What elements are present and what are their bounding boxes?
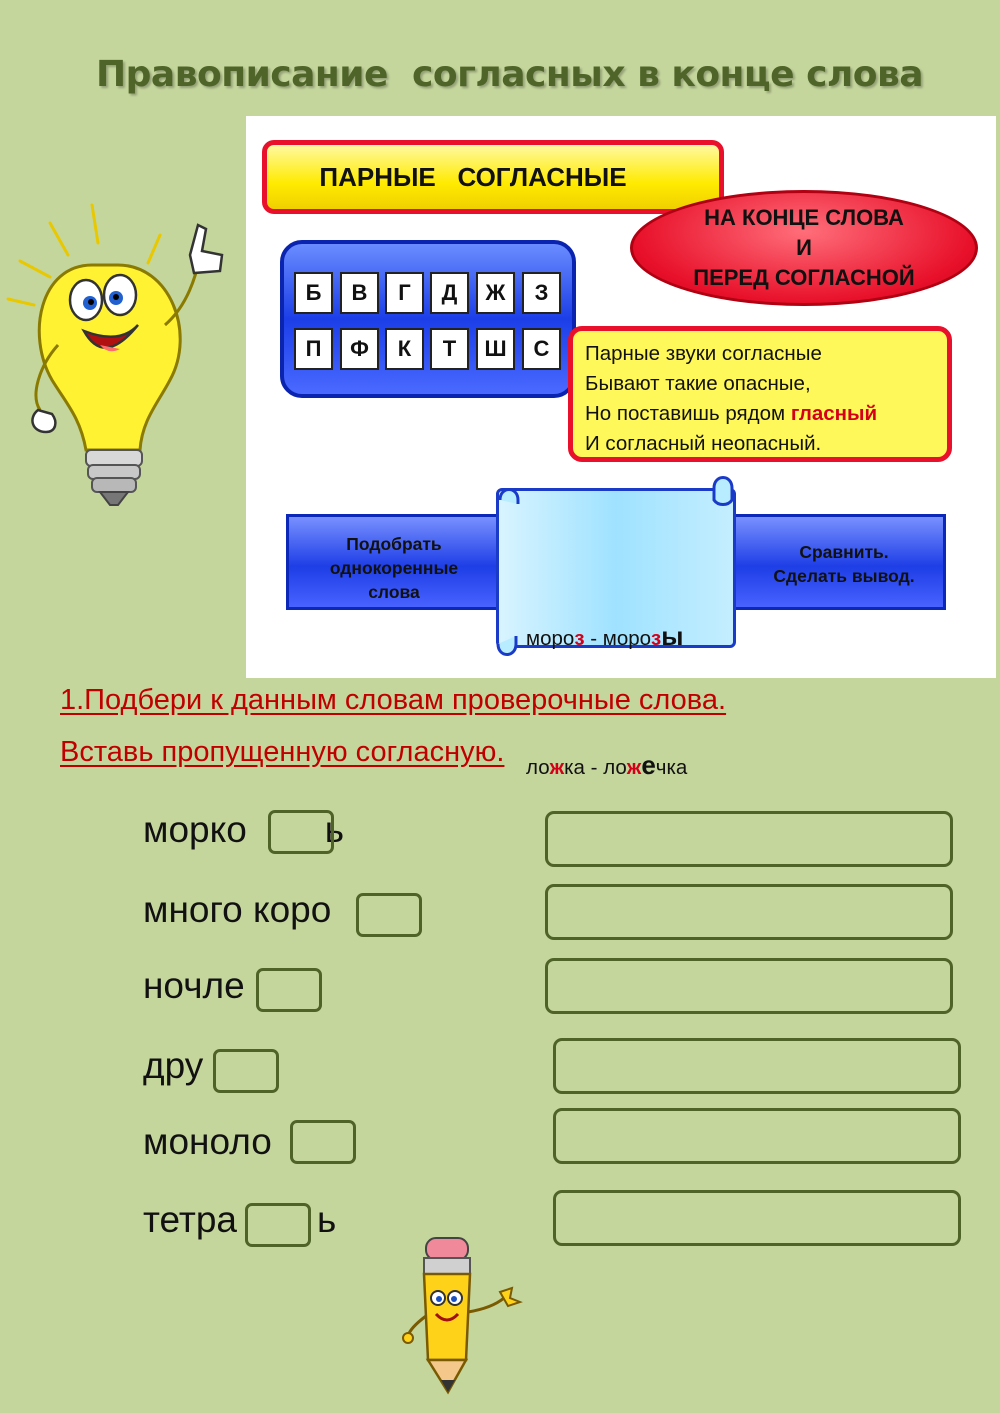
example-part: ло: [603, 756, 627, 779]
paired-consonants-banner: ПАРНЫЕ СОГЛАСНЫЕ: [262, 140, 724, 214]
check-word-field-6[interactable]: [553, 1190, 961, 1246]
voiceless-letter: К: [385, 328, 424, 370]
poem-highlight: гласный: [790, 402, 878, 425]
check-word-field-1[interactable]: [545, 811, 953, 867]
voiceless-letter: Ш: [476, 328, 515, 370]
poem-line: Бывают такие опасные,: [585, 372, 811, 395]
position-line: НА КОНЦЕ СЛОВА: [704, 205, 904, 230]
check-word-field-3[interactable]: [545, 958, 953, 1014]
word-stem: моноло: [143, 1121, 272, 1162]
example-line-1: [526, 615, 736, 660]
voiced-letter: Г: [385, 272, 424, 314]
word-ending: ь: [324, 809, 345, 850]
voiceless-letter: П: [294, 328, 333, 370]
position-line: ПЕРЕД СОГЛАСНОЙ: [693, 265, 915, 290]
position-ellipse: [630, 190, 978, 306]
example-part: -: [584, 627, 603, 650]
voiceless-letter: С: [522, 328, 561, 370]
voiced-letter: В: [340, 272, 379, 314]
check-word-field-4[interactable]: [553, 1038, 961, 1094]
voiced-letter: Ж: [476, 272, 515, 314]
example-letter: ж: [626, 756, 642, 779]
method-left: [296, 532, 492, 604]
example-line-2: [526, 744, 736, 789]
example-vowel: ы: [661, 621, 684, 651]
word-stem: тетра: [143, 1199, 237, 1240]
position-line: И: [796, 235, 812, 260]
check-word-field-2[interactable]: [545, 884, 953, 940]
voiced-letter: Д: [430, 272, 469, 314]
example-vowel: е: [641, 750, 656, 780]
letter-slot-5[interactable]: [290, 1120, 356, 1164]
task-instruction-2: Вставь пропущенную согласную.: [60, 736, 505, 768]
method-left-line: однокоренные: [329, 558, 459, 578]
example-letter: з: [651, 627, 662, 650]
word-stem: ночле: [143, 965, 245, 1006]
letter-slot-6[interactable]: [245, 1203, 311, 1247]
poem-text: Но поставишь рядом: [585, 402, 791, 425]
letter-slot-4[interactable]: [213, 1049, 279, 1093]
method-left-line: слова: [368, 582, 420, 602]
poem-line: Парные звуки согласные: [585, 342, 822, 365]
consonant-pairs-table: [280, 240, 576, 398]
page-title: Правописание согласных в конце слова: [96, 54, 924, 95]
exercise-word-2: [143, 888, 331, 932]
voiced-letter: З: [522, 272, 561, 314]
exercise-word-5: [143, 1120, 272, 1164]
lightbulb-mascot-icon: [0, 195, 250, 515]
word-stem: морко: [143, 809, 247, 850]
word-stem: много коро: [143, 889, 332, 930]
voiceless-letter: Ф: [340, 328, 379, 370]
example-part: моро: [526, 627, 575, 650]
method-right-line: Сделать вывод.: [773, 566, 915, 586]
poem-line: И согласный неопасный.: [585, 432, 822, 455]
voiceless-letter: Т: [430, 328, 469, 370]
task-instruction-1: 1.Подбери к данным словам проверочные слова.: [60, 684, 727, 716]
check-word-field-5[interactable]: [553, 1108, 961, 1164]
poem-line: [585, 399, 947, 429]
letter-slot-3[interactable]: [256, 968, 322, 1012]
exercise-word-3: [143, 964, 245, 1008]
exercise-word-4: [143, 1044, 203, 1088]
letter-slot-1[interactable]: [268, 810, 334, 854]
word-ending: ь: [316, 1199, 337, 1240]
pencil-mascot-icon: [400, 1232, 525, 1397]
example-part: -: [584, 756, 604, 779]
voiced-letter: Б: [294, 272, 333, 314]
letter-slot-2[interactable]: [356, 893, 422, 937]
method-right: [744, 540, 944, 588]
rule-poem: [568, 326, 952, 462]
example-letter: ж: [549, 756, 565, 779]
example-part: чка: [655, 756, 688, 779]
word-stem: дру: [143, 1045, 204, 1086]
method-right-line: Сравнить.: [799, 542, 889, 562]
example-part: моро: [602, 627, 652, 650]
method-left-line: Подобрать: [346, 534, 442, 554]
example-part: ло: [526, 756, 550, 779]
example-letter: з: [574, 627, 585, 650]
example-part: ка: [564, 756, 585, 779]
